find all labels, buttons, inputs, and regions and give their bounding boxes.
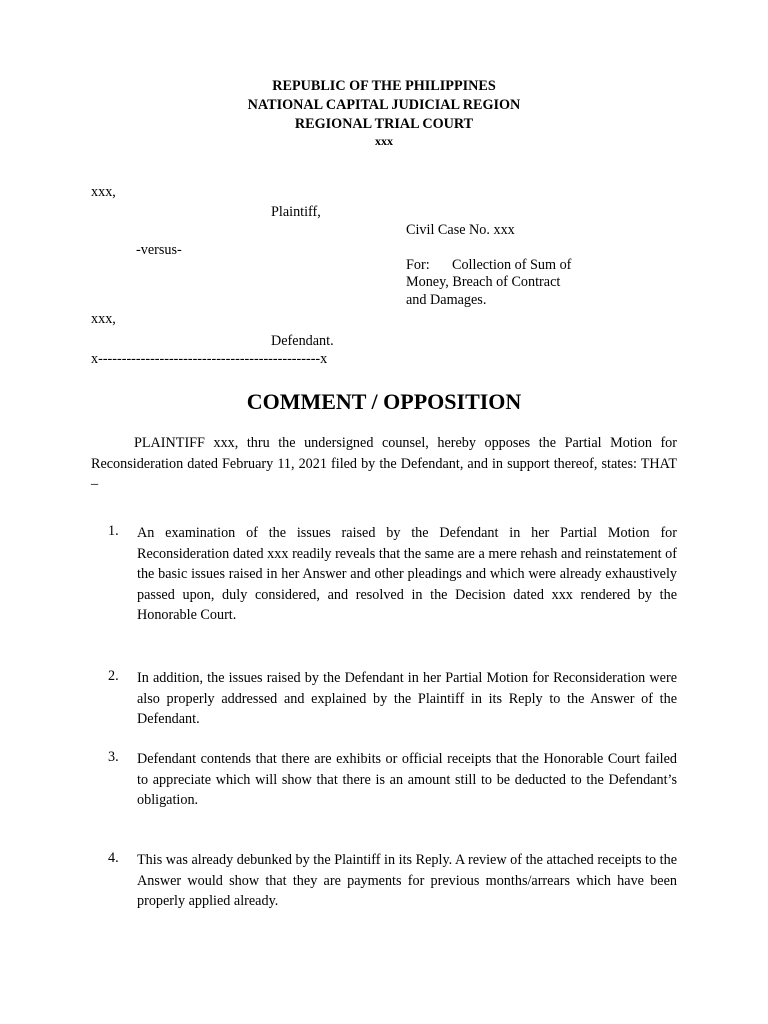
header-branch: xxx [375,134,393,148]
defendant-label: Defendant. [271,333,334,349]
list-item [108,749,678,811]
caption-separator: x-----------------------------------------------x [91,351,328,367]
court-header [0,77,768,148]
item-number: 2. [108,668,119,684]
defendant-name: xxx, [91,311,116,327]
intro-text: PLAINTIFF xxx, thru the undersigned counsel, hereby opposes the Partial Motion for Reconsideration dated February 11, 2021 filed by the Defendant, and in support thereof, states: THAT – [91,435,677,492]
list-item [108,668,678,730]
case-nature-line-2: Money, Breach of Contract [406,274,561,290]
document-title: COMMENT / OPPOSITION [246,389,522,414]
item-text: In addition, the issues raised by the Defendant in her Partial Motion for Reconsideration were also properly addressed and explained by the Plaintiff in its Reply to the Answer of the Defendant. [137,670,677,727]
list-item [108,850,678,912]
case-nature-for-label: For: [406,257,430,273]
item-text: This was already debunked by the Plaintiff in its Reply. A review of the attached receipts to the Answer would show that they are payments for previous months/arrears which have been properly applied already. [137,852,677,909]
header-republic: REPUBLIC OF THE PHILIPPINES [272,78,496,94]
item-number: 1. [108,523,119,539]
plaintiff-label: Plaintiff, [271,204,321,220]
intro-paragraph [91,433,677,495]
case-nature-line-3: and Damages. [406,292,487,308]
case-nature-line-1: Collection of Sum of [452,257,572,273]
item-text: Defendant contends that there are exhibits or official receipts that the Honorable Court failed to appreciate which will show that there is an amount still to be deducted to the Defendant’s obligation. [137,751,677,808]
header-court: REGIONAL TRIAL COURT [294,116,474,132]
plaintiff-name: xxx, [91,184,116,200]
item-number: 4. [108,850,119,866]
versus-label: -versus- [136,242,182,258]
item-number: 3. [108,749,119,765]
list-item [108,523,678,626]
civil-case-number: Civil Case No. xxx [406,222,515,238]
header-region: NATIONAL CAPITAL JUDICIAL REGION [247,97,521,113]
item-text: An examination of the issues raised by the Defendant in her Partial Motion for Reconsideration dated xxx readily reveals that the same are a mere rehash and reinstatement of the basic issues raised in her Answer and other pleadings and which were already exhaustively passed upon, duly considered, and resolved in the Decision dated xxx rendered by the Honorable Court. [137,525,677,623]
